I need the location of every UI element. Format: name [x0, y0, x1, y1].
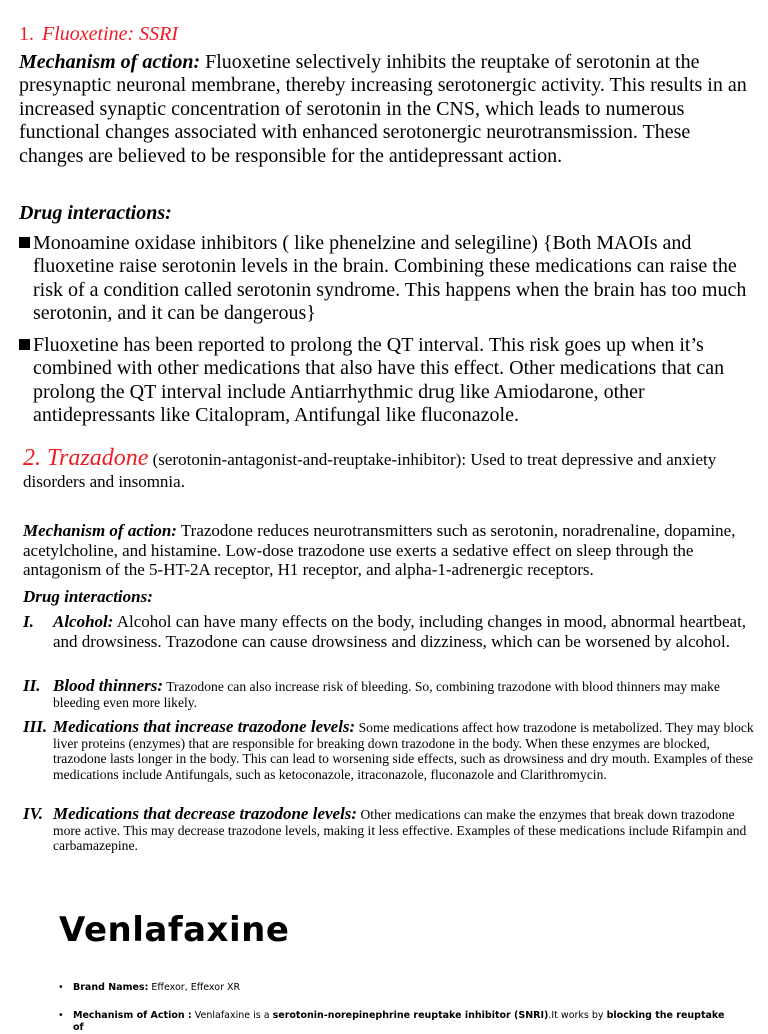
- venlafaxine-title: Venlafaxine: [59, 910, 290, 950]
- brand-text: Effexor, Effexor XR: [148, 982, 241, 993]
- interaction-item-decrease-levels: [23, 806, 758, 854]
- interaction-text: Some medications affect how trazodone is metabolized. They may block liver proteins (enzymes) that are responsible for breaking down trazodone in the body. When these enzymes are blocked, trazodone lasts longer in the body. This can lead to worsening side effects, such as drowsiness and dry mouth. Examples of these medications include Antifungals, such as ketoconazole, itraconazole, fluconazole and Clarithromycin.: [53, 720, 754, 782]
- venlafaxine-mechanism-bold-2: blocking the reuptake of: [73, 1010, 725, 1033]
- interaction-lead: Medications that increase trazodone levels:: [53, 717, 356, 736]
- bullet-dot-icon: •: [58, 982, 64, 993]
- section1-mechanism: [19, 51, 754, 168]
- venlafaxine-mechanism-text: Venlafaxine is a: [191, 1010, 273, 1021]
- interaction-lead: Blood thinners:: [53, 676, 164, 695]
- brand-label: Brand Names:: [73, 982, 149, 993]
- interaction-lead: Medications that decrease trazodone levels:: [53, 804, 358, 823]
- section2-number: 2.: [23, 445, 41, 471]
- section1-interactions-title: Drug interactions:: [19, 202, 172, 224]
- venlafaxine-mechanism-item: [58, 1010, 738, 1034]
- roman-numeral: III.: [23, 717, 48, 736]
- section1-bullet-text: Monoamine oxidase inhibitors ( like phenelzine and selegiline) {Both MAOIs and fluoxetine raise serotonin levels in the brain. Combining these medications can raise the risk of a condition called serotonin syndrome. This happens when the brain has too much serotonin, and it can be dangerous}: [33, 232, 747, 325]
- section1-bullet-text: Fluoxetine has been reported to prolong the QT interval. This risk goes up when it’s combined with other medications that also have this effect. Other medications that can prolong the QT interval include Antiarrhythmic drug like Amiodarone, other antidepressants like Citalopram, Antifungal like fluconazole.: [33, 334, 725, 427]
- section1-number: 1.: [19, 23, 34, 45]
- venlafaxine-brand-item: [58, 982, 738, 994]
- section1-title: Fluoxetine: SSRI: [42, 23, 179, 45]
- section2-mechanism: [23, 521, 761, 580]
- bullet-dot-icon: •: [58, 1010, 64, 1021]
- section2-interactions-title: Drug interactions:: [23, 587, 153, 606]
- interaction-text: Alcohol can have many effects on the body, including changes in mood, abnormal heartbeat, and drowsiness. Trazodone can cause drowsiness and dizziness, which can be worsened by alcohol.: [53, 612, 747, 651]
- interaction-item-increase-levels: [23, 719, 758, 782]
- roman-numeral: I.: [23, 612, 34, 631]
- square-bullet-icon: [19, 237, 30, 248]
- roman-numeral: II.: [23, 676, 41, 695]
- interaction-item-blood-thinners: [23, 678, 758, 710]
- section1-bullet: [19, 334, 759, 428]
- venlafaxine-mechanism-label: Mechanism of Action :: [73, 1010, 192, 1021]
- section2-mechanism-text: Trazodone reduces neurotransmitters such as serotonin, noradrenaline, dopamine, acetylcholine, and histamine. Low-dose trazodone use exerts a sedative effect on sleep through the antagonism of the 5-HT-2A receptor, H1 receptor, and alpha-1-adrenergic receptors.: [23, 521, 736, 580]
- section2-heading: [23, 445, 761, 492]
- section1-mechanism-text: Fluoxetine selectively inhibits the reuptake of serotonin at the presynaptic neuronal membrane, thereby increasing serotonergic activity. This results in an increased synaptic concentration of serotonin in the CNS, which leads to numerous functional changes associated with enhanced serotonergic neurotransmission. These changes are believed to be responsible for the antidepressant action.: [19, 51, 747, 167]
- venlafaxine-mechanism-text-2: .It works by: [548, 1010, 607, 1021]
- square-bullet-icon: [19, 339, 30, 350]
- section1-mechanism-label: Mechanism of action:: [19, 51, 201, 73]
- interaction-text: Trazodone can also increase risk of bleeding. So, combining trazodone with blood thinners may make bleeding even more likely.: [53, 679, 720, 710]
- section2-title: Trazadone: [47, 445, 149, 471]
- section1-heading: [19, 22, 178, 46]
- venlafaxine-mechanism-bold: serotonin-norepinephrine reuptake inhibitor (SNRI): [272, 1010, 549, 1021]
- roman-numeral: IV.: [23, 804, 44, 823]
- section1-bullet: [19, 232, 759, 326]
- interaction-text: Other medications can make the enzymes that break down trazodone more active. This may decrease trazodone levels, making it less effective. Examples of these medications include Rifampin and carbamazepine.: [53, 807, 747, 854]
- section2-subtitle: (serotonin-antagonist-and-reuptake-inhibitor): Used to treat depressive and anxiety disorders and insomnia.: [23, 450, 717, 491]
- section2-mechanism-label: Mechanism of action:: [23, 521, 177, 540]
- interaction-item-alcohol: [23, 612, 758, 651]
- interaction-lead: Alcohol:: [53, 612, 114, 631]
